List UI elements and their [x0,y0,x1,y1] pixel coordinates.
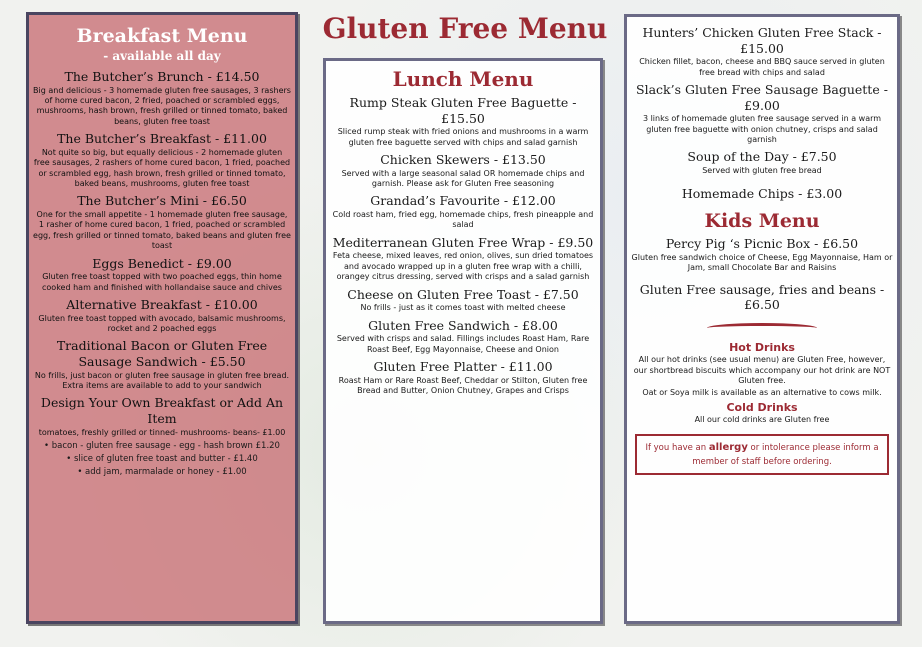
menu-item [627,186,897,202]
lunch-title: Lunch Menu [392,67,534,91]
menu-item [326,152,600,189]
item-desc: One for the small appetite - 1 homemade gluten free sausage, 1 rasher of home cured bacon, 1 fried, poached or scrambled egg, fresh grilled or tinned tomato, baked beans and gluten free toast [33,210,291,251]
menu-item [326,235,600,283]
breakfast-extras [29,441,295,477]
item-desc: Served with a large seasonal salad OR homemade chips and garnish. Please ask for Gluten Free seasoning [341,168,585,189]
item-desc: Served with gluten free bread [702,166,822,176]
item-name: Slack’s Gluten Free Sausage Baguette - £9.00 [636,82,888,113]
kids-title: Kids Menu [704,210,820,233]
cold-drinks-title: Cold Drinks [726,400,798,414]
ornament-divider-icon [707,323,817,337]
item-desc: Cold roast ham, fried egg, homemade chips, fresh pineapple and salad [332,210,594,230]
item-name: Percy Pig ‘s Picnic Box - £6.50 [665,236,859,252]
menu-item [29,131,295,189]
item-name: Design Your Own Breakfast or Add An Item [40,395,284,427]
item-desc: 3 links of homemade gluten free sausage served in a warm gluten free baguette with onion chutney, crisps and salad garnish [642,114,882,145]
item-desc: Gluten free toast topped with avocado, balsamic mushrooms, rocket and 2 poached eggs [38,313,286,333]
item-desc: Served with crisps and salad. Fillings includes Roast Ham, Rare Roast Beef, Egg Mayonnaise, Cheese and Onion [336,334,590,354]
item-desc: Roast Ham or Rare Roast Beef, Cheddar or Stilton, Gluten free Bread and Butter, Onion Chutney, Grapes and Crisps [338,375,588,396]
item-desc: Feta cheese, mixed leaves, red onion, olives, sun dried tomatoes and avocado wrapped up in a gluten free wrap with a chilli, orangey citrus dressing, served with crisps and a salad garnish [332,251,594,282]
menu-item [326,318,600,355]
breakfast-subtitle: - available all day [103,49,221,63]
item-name: The Butcher’s Brunch - £14.50 [64,69,260,84]
menu-item [326,287,600,314]
item-desc: tomatoes, freshly grilled or tinned- mushrooms- beans- £1.00 [38,427,286,437]
item-name: Hunters’ Chicken Gluten Free Stack - £15.00 [642,25,882,56]
hot-drinks-milk: Oat or Soya milk is available as an alternative to cows milk. [642,388,882,398]
extra-item: • add jam, marmalade or honey - £1.00 [77,467,247,478]
item-name: Gluten Free Platter - £11.00 [373,359,553,375]
item-name: The Butcher’s Mini - £6.50 [77,193,247,209]
item-desc: Gluten free toast topped with two poached eggs, thin home cooked ham and finished with hollandaise sauce and chives [42,272,282,292]
extra-item: • slice of gluten free toast and butter - £1.40 [66,454,258,465]
item-desc: Not quite so big, but equally delicious - 2 homemade gluten free sausages, 2 rashers of home cured bacon, 1 fried, poached or scrambled egg, hash brown, fresh grilled or tinned tomato, baked beans, mushrooms, gluten free toast [33,147,291,188]
item-desc: No frills, just bacon or gluten free sausage in gluten free bread. Extra items are available to add to your sandwich [34,370,290,391]
item-desc: No frills - just as it comes toast with melted cheese [360,303,566,313]
menu-item [29,395,295,438]
menu-item [627,82,897,145]
item-name: Homemade Chips - £3.00 [681,186,843,202]
menu-item [326,193,600,230]
menu-item [29,256,295,293]
item-desc: Chicken fillet, bacon, cheese and BBQ sauce served in gluten free bread with chips and salad [639,57,885,77]
item-name: Alternative Breakfast - £10.00 [66,296,258,312]
menu-item [29,69,295,127]
item-name: Gluten Free Sandwich - £8.00 [368,317,558,333]
item-name: Gluten Free sausage, fries and beans - £6.50 [639,281,885,313]
menu-item [627,25,897,78]
menu-item [627,149,897,176]
menu-item [29,193,295,251]
lunch-panel [323,58,603,624]
breakfast-title: Breakfast Menu [76,25,248,47]
menu-item [29,338,295,391]
menu-item [29,297,295,334]
menu-item [326,95,600,148]
cold-drinks-desc: All our cold drinks are Gluten free [694,414,830,424]
item-desc: Big and delicious - 3 homemade gluten free sausages, 3 rashers of home cured bacon, 2 fried, poached or scrambled eggs, mushrooms, hash brown, fresh grilled or tinned tomato, baked beans, gluten free toast [33,85,291,126]
allergy-text-2: or intolerance please inform a member of staff before ordering. [692,442,879,467]
menu-item [627,282,897,313]
mains-kids-drinks-panel [624,14,900,624]
item-name: The Butcher’s Breakfast - £11.00 [57,131,267,147]
item-name: Eggs Benedict - £9.00 [92,255,232,271]
item-desc: Gluten free sandwich choice of Cheese, Egg Mayonnaise, Ham or Jam, small Chocolate Bar and Raisins [631,252,893,273]
item-name: Rump Steak Gluten Free Baguette - £15.50 [349,95,577,126]
item-desc: Sliced rump steak with fried onions and mushrooms in a warm gluten free baguette served with chips and salad garnish [337,127,589,147]
allergy-text-1: If you have an [645,442,707,453]
allergy-notice [635,434,889,476]
item-name: Soup of the Day - £7.50 [687,149,837,165]
extra-item: • bacon - gluten free sausage - egg - hash brown £1.20 [44,441,280,452]
item-name: Chicken Skewers - £13.50 [380,152,546,168]
menu-item [627,236,897,273]
item-name: Traditional Bacon or Gluten Free Sausage Sandwich - £5.50 [56,338,268,369]
item-name: Cheese on Gluten Free Toast - £7.50 [347,286,579,302]
page-title: Gluten Free Menu [322,12,608,45]
item-name: Mediterranean Gluten Free Wrap - £9.50 [332,234,594,250]
hot-drinks-desc: All our hot drinks (see usual menu) are Gluten Free, however, our shortbread biscuits which accompany our hot drink are NOT Gluten free. [633,354,891,386]
menu-item [326,359,600,396]
allergy-word: allergy [708,441,748,453]
hot-drinks-title: Hot Drinks [729,340,795,354]
breakfast-panel [26,12,298,624]
item-name: Grandad’s Favourite - £12.00 [370,193,556,209]
